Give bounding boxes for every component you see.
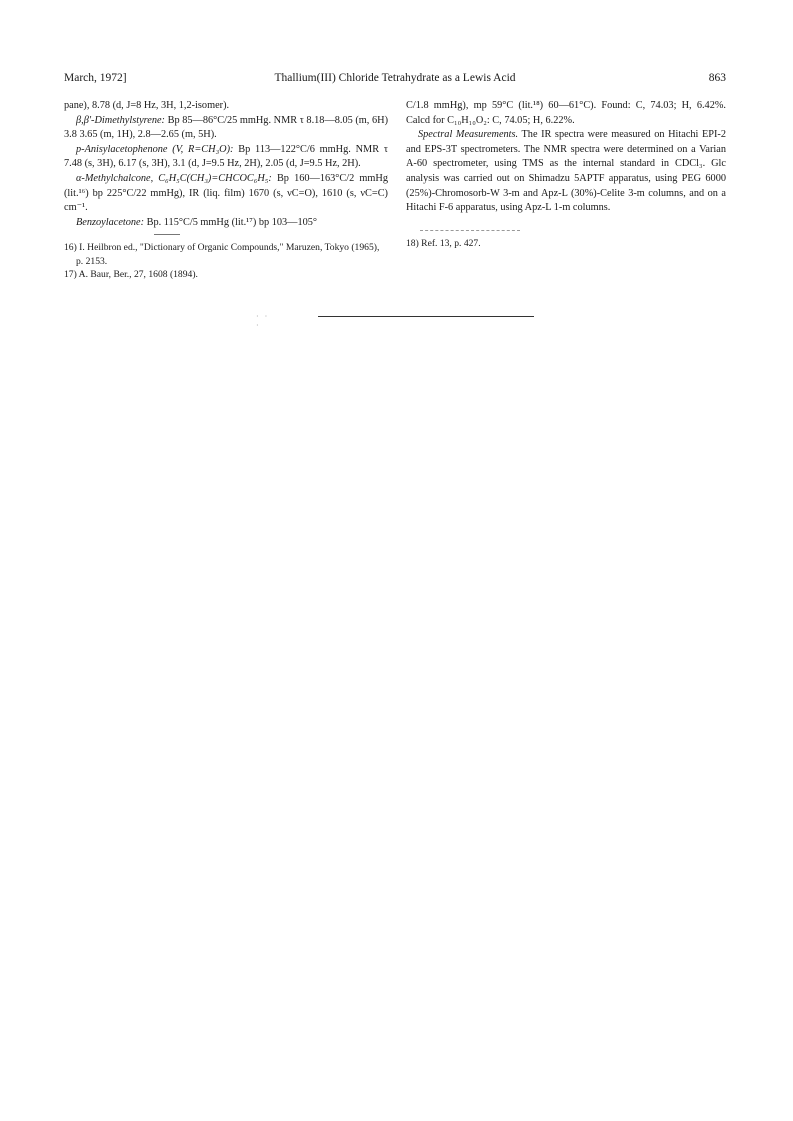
paragraph-methylchalcone	[64, 172, 388, 216]
end-rule	[318, 316, 534, 317]
paragraph-isomer-data: pane), 8.78 (d, J=8 Hz, 3H, 1,2-isomer).	[64, 100, 230, 111]
compound-name: p-Anisylacetophenone (V, R=CH₃O):	[76, 143, 234, 155]
compound-data: Bp 85—86°C/25 mmHg. NMR τ 8.18—8.05 (m, 6H) 3.8 3.65 (m, 1H), 2.8—2.65 (m, 5H).	[64, 114, 388, 141]
compound-name: α-Methylchalcone, C₆H₅C(CH₃)=CHCOC₆H₅:	[76, 172, 272, 184]
compound-data: Bp 113—122°C/6 mmHg. NMR τ 7.48 (s, 3H), 6.17 (s, 3H), 3.1 (d, J=9.5 Hz, 2H), 2.05 (d, J=9.5 Hz, 2H).	[64, 143, 389, 170]
footnote-16: 16) I. Heilbron ed., "Dictionary of Organic Compounds," Maruzen, Tokyo (1965), p. 2153.	[64, 242, 380, 267]
paragraph-spectral-measurements	[406, 128, 726, 216]
paragraph-analysis: C/1.8 mmHg), mp 59°C (lit.¹⁸) 60—61°C). Found: C, 74.03; H, 6.42%. Calcd for C₁₀H₁₀O₂: C, 74.05; H, 6.22%.	[406, 100, 726, 126]
end-mark: · · ·	[256, 312, 270, 330]
paragraph-dimethylstyrene	[64, 114, 388, 143]
compound-data: Bp. 115°C/5 mmHg (lit.¹⁷) bp 103—105°	[144, 216, 318, 228]
header-date: March, 1972]	[64, 72, 127, 84]
footnote-divider	[154, 234, 180, 235]
left-column	[64, 99, 388, 282]
section-body: The IR spectra were measured on Hitachi EPI-2 and EPS-3T spectrometers. The NMR spectra were determined on a Varian A-60 spectrometer, using TMS as the internal standard in CDCl₃. Glc analysis was carried out on Shimadzu 5APTF apparatus, using PEG 6000 (25%)-Chromosorb-W 3-m and Apz-L (30%)-Celite 3-m columns, and on a Hitachi F-6 apparatus, using Apz-L 1-m columns.	[406, 129, 726, 214]
footnote-17: 17) A. Baur, Ber., 27, 1608 (1894).	[64, 269, 198, 281]
compound-data: Bp 160—163°C/2 mmHg (lit.¹⁶) bp 225°C/22 mmHg), IR (liq. film) 1670 (s, νC=O), 1610 (s, νC=C) cm⁻¹.	[64, 172, 388, 214]
compound-name: Benzoylacetone:	[76, 216, 145, 228]
footnote-18: 18) Ref. 13, p. 427.	[406, 237, 481, 249]
paragraph-anisylacetophenone	[64, 143, 388, 172]
compound-name: β,β'-Dimethylstyrene:	[76, 114, 165, 126]
section-title: Spectral Measurements.	[418, 129, 519, 141]
footnote-divider	[420, 230, 520, 231]
page-number: 863	[708, 72, 726, 84]
right-column	[406, 99, 726, 250]
header-title: Thallium(III) Chloride Tetrahydrate as a Lewis Acid	[274, 72, 516, 84]
running-header	[64, 72, 726, 88]
paragraph-benzoylacetone	[64, 216, 388, 231]
